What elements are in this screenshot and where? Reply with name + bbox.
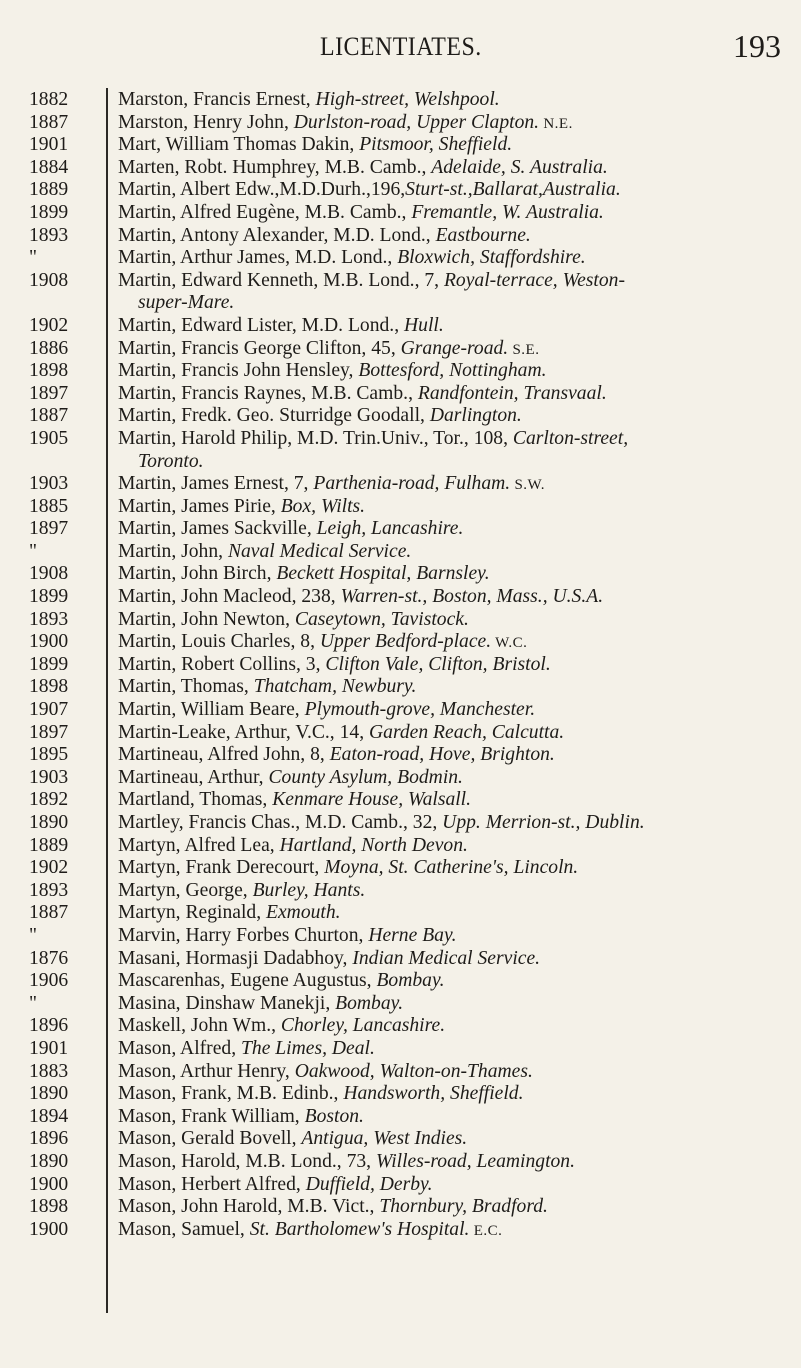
- entry-address: Oakwood, Walton-on-Thames.: [294, 1060, 533, 1082]
- list-item: [0, 1151, 801, 1174]
- entry-address: Naval Medical Service.: [227, 540, 412, 562]
- entry-year: 1887: [29, 405, 69, 427]
- entry-year: 1903: [29, 766, 69, 788]
- entry-name: Maskell, John Wm.,: [118, 1015, 281, 1037]
- entry-address: Bombay.: [335, 992, 404, 1014]
- entry-text: [118, 654, 551, 677]
- entry-text: [118, 722, 564, 745]
- entry-name: Martin, John Birch,: [118, 563, 277, 585]
- entry-address: Boston.: [304, 1105, 364, 1127]
- entry-address: County Asylum, Bodmin.: [268, 766, 463, 788]
- entry-year: 1876: [29, 947, 69, 969]
- entry-address: Parthenia-road, Fulham.: [313, 473, 511, 495]
- entry-district: W.C.: [491, 635, 528, 652]
- entry-address: Herne Bay.: [368, 924, 457, 946]
- entry-year: 1884: [29, 156, 69, 178]
- entry-name: Martin, Francis Raynes, M.B. Camb.,: [118, 382, 418, 404]
- entry-name: Martin, Albert Edw.,M.D.Durh.,196,: [118, 179, 406, 201]
- list-item: [0, 1083, 801, 1106]
- entry-year: 1894: [29, 1105, 69, 1127]
- entry-year: 1895: [29, 744, 69, 766]
- list-item: [0, 676, 801, 699]
- entry-name: Martland, Thomas,: [118, 789, 273, 811]
- entry-name: Mason, Samuel,: [118, 1218, 250, 1240]
- entry-name: Martineau, Alfred John, 8,: [118, 744, 330, 766]
- entry-address: Upp. Merrion-st., Dublin.: [442, 812, 645, 833]
- entry-text: [118, 1196, 548, 1219]
- list-item: [0, 179, 801, 202]
- licentiate-list: [0, 89, 801, 1241]
- list-item: [0, 541, 801, 564]
- list-item: [0, 1015, 801, 1038]
- entry-address: Randfontein, Transvaal.: [417, 382, 607, 404]
- entry-text: [118, 1038, 375, 1061]
- entry-year: 1896: [29, 1128, 69, 1150]
- entry-address: Carlton-street,: [512, 427, 629, 449]
- entry-name: Martin, Alfred Eugène, M.B. Camb.,: [118, 201, 412, 223]
- entry-year: 1900: [29, 1218, 69, 1240]
- entry-name: Martin, John Newton,: [118, 608, 295, 630]
- entry-address: Durlston-road, Upper Clapton.: [293, 111, 540, 133]
- list-item: [0, 699, 801, 722]
- entry-address: Bloxwich, Staffordshire.: [397, 247, 586, 269]
- list-item: [0, 1106, 801, 1129]
- entry-text: [118, 676, 416, 699]
- entry-text: [118, 134, 512, 157]
- entry-text: [118, 338, 539, 362]
- entry-year: 1890: [29, 812, 69, 833]
- entry-year: 1889: [29, 834, 69, 856]
- entry-year: 1890: [29, 1150, 69, 1172]
- entry-name: Mason, John Harold, M.B. Vict.,: [118, 1196, 380, 1218]
- entry-address: Clifton Vale, Clifton, Bristol.: [325, 653, 551, 675]
- list-item: [0, 383, 801, 406]
- entry-text: [118, 179, 621, 202]
- running-title: LICENTIATES.: [320, 32, 482, 61]
- entry-year: 1908: [29, 269, 69, 291]
- entry-name: Martin, Francis George Clifton, 45,: [118, 337, 401, 359]
- entry-name: Martin, Arthur James, M.D. Lond.,: [118, 247, 398, 269]
- entry-name: Martin, John,: [118, 540, 228, 562]
- entry-text: [118, 609, 469, 632]
- entry-name: Mart, William Thomas Dakin,: [118, 134, 360, 156]
- entry-name: Marten, Robt. Humphrey, M.B. Camb.,: [118, 156, 432, 178]
- entry-district: S.W.: [510, 477, 546, 494]
- entry-text: [118, 1128, 467, 1151]
- list-item: [0, 835, 801, 858]
- list-item: [0, 767, 801, 790]
- entry-year: 1907: [29, 699, 69, 721]
- entry-name: Mascarenhas, Eugene Augustus,: [118, 970, 377, 992]
- entry-name: Martin, Francis John Hensley,: [118, 360, 359, 382]
- entry-year: 1893: [29, 224, 69, 246]
- entry-address: Duffield, Derby.: [305, 1173, 433, 1195]
- entry-name: Martin, Edward Kenneth, M.B. Lond., 7,: [118, 269, 444, 291]
- page-number: 193: [733, 28, 781, 64]
- entry-year: 1896: [29, 1015, 69, 1037]
- list-item: [0, 857, 801, 880]
- list-item: [0, 202, 801, 225]
- entry-address: Pitsmoor, Sheffield.: [359, 134, 513, 156]
- entry-text: [118, 880, 365, 903]
- entry-name: Mason, Arthur Henry,: [118, 1060, 295, 1082]
- entry-year: 1901: [29, 134, 69, 156]
- list-item: [0, 1219, 801, 1242]
- entry-address: Thornbury, Bradford.: [379, 1196, 548, 1218]
- entry-year: 1903: [29, 473, 69, 495]
- entry-text: [118, 767, 463, 790]
- entry-district: E.C.: [469, 1222, 503, 1239]
- entry-year: 1899: [29, 653, 69, 675]
- entry-name: Mason, Alfred,: [118, 1037, 241, 1059]
- entry-address: Bombay.: [376, 970, 445, 992]
- list-item: [0, 518, 801, 541]
- list-item: [0, 563, 801, 586]
- entry-year: ": [29, 992, 37, 1014]
- entry-year: ": [29, 540, 37, 562]
- entry-year: ": [29, 924, 37, 946]
- list-item: [0, 812, 801, 835]
- entry-text: [118, 518, 463, 541]
- entry-name: Mason, Herbert Alfred,: [118, 1173, 306, 1195]
- entry-text: [118, 857, 578, 880]
- entry-address: Plymouth-grove, Manchester.: [304, 699, 536, 721]
- entry-year: 1887: [29, 111, 69, 133]
- entry-year: 1897: [29, 721, 69, 743]
- list-item: [0, 1196, 801, 1219]
- entry-text: [118, 473, 545, 497]
- entry-address: Darlington.: [429, 405, 522, 427]
- entry-name: Mason, Gerald Bovell,: [118, 1128, 302, 1150]
- entry-name: Martin, James Pirie,: [118, 495, 281, 517]
- entry-address: Moyna, St. Catherine's, Lincoln.: [324, 857, 579, 879]
- entry-name: Martin, Antony Alexander, M.D. Lond.,: [118, 224, 436, 246]
- entry-name: Marston, Francis Ernest,: [118, 89, 316, 110]
- entry-text: [118, 157, 608, 180]
- entry-text: [118, 1106, 364, 1129]
- list-item: [0, 1061, 801, 1084]
- entry-name: Martin, William Beare,: [118, 699, 305, 721]
- entry-text: [118, 902, 341, 925]
- entry-address: Hull.: [404, 314, 444, 336]
- entry-name: Marvin, Harry Forbes Churton,: [118, 924, 369, 946]
- list-item: [0, 925, 801, 948]
- entry-year: 1905: [29, 427, 69, 449]
- list-item: [0, 902, 801, 925]
- entry-text: [118, 225, 531, 248]
- entry-text: [118, 789, 471, 812]
- entry-text: [118, 112, 573, 136]
- entry-name: Mason, Frank William,: [118, 1105, 305, 1127]
- entry-address: Caseytown, Tavistock.: [294, 608, 469, 630]
- page-header: [0, 28, 801, 68]
- entry-name: Mason, Frank, M.B. Edinb.,: [118, 1083, 344, 1105]
- entry-year: 1897: [29, 382, 69, 404]
- entry-name: Martin, John Macleod, 238,: [118, 586, 341, 608]
- entry-name: Martyn, Reginald,: [118, 902, 267, 924]
- entry-district: S.E.: [508, 341, 540, 358]
- list-item: [0, 112, 801, 135]
- entry-year: 1883: [29, 1060, 69, 1082]
- entry-name: Martin, James Sackville,: [118, 518, 317, 540]
- list-item: [0, 654, 801, 677]
- entry-year: 1898: [29, 1196, 69, 1218]
- entry-address: Handsworth, Sheffield.: [343, 1083, 524, 1105]
- entry-text: [118, 948, 540, 971]
- list-item: [0, 1174, 801, 1197]
- entry-year: 1897: [29, 518, 69, 540]
- entry-text: [118, 1219, 502, 1243]
- entry-address: Sturt-st.,Ballarat,Australia.: [405, 179, 621, 201]
- list-item: [0, 948, 801, 971]
- entry-text: [118, 428, 628, 451]
- entry-year: 1898: [29, 676, 69, 698]
- list-item: [0, 405, 801, 428]
- entry-name: Mason, Harold, M.B. Lond., 73,: [118, 1150, 376, 1172]
- entry-address: Eaton-road, Hove, Brighton.: [329, 744, 555, 766]
- entry-name: Martin, James Ernest, 7,: [118, 473, 314, 495]
- entry-text: [118, 315, 444, 338]
- entry-text: [118, 1151, 575, 1174]
- entry-text: [118, 563, 490, 586]
- entry-text: [118, 247, 586, 270]
- entry-name: Martin, Harold Philip, M.D. Trin.Univ., Tor., 108,: [118, 427, 513, 449]
- entry-year: 1906: [29, 970, 69, 992]
- entry-name: Martyn, George,: [118, 879, 253, 901]
- entry-address: Chorley, Lancashire.: [280, 1015, 446, 1037]
- list-item: [0, 722, 801, 745]
- entry-year: 1886: [29, 337, 69, 359]
- entry-text: [118, 835, 468, 858]
- entry-address: Box, Wilts.: [280, 495, 366, 517]
- entry-text: [118, 1015, 445, 1038]
- entry-text: [118, 812, 645, 835]
- list-item: [0, 270, 801, 315]
- entry-address-continued: Toronto.: [138, 450, 204, 472]
- entry-address: Grange-road.: [400, 337, 509, 359]
- entry-year: 1887: [29, 902, 69, 924]
- entry-year: 1900: [29, 631, 69, 653]
- entry-address: Leigh, Lancashire.: [316, 518, 464, 540]
- entry-text: [118, 496, 365, 519]
- list-item: [0, 1038, 801, 1061]
- list-item: [0, 880, 801, 903]
- list-item: [0, 157, 801, 180]
- entry-year: 1908: [29, 563, 69, 585]
- entry-address: Royal-terrace, Weston-: [443, 269, 625, 291]
- entry-district: N.E.: [539, 115, 573, 132]
- entry-text: [118, 970, 445, 993]
- entry-address: Warren-st., Boston, Mass., U.S.A.: [340, 586, 604, 608]
- list-item: [0, 360, 801, 383]
- entry-text: [118, 360, 547, 383]
- entry-text: [118, 631, 527, 655]
- entry-year: 1893: [29, 608, 69, 630]
- entry-year: 1902: [29, 857, 69, 879]
- entry-address: Garden Reach, Calcutta.: [369, 721, 565, 743]
- entry-name: Masina, Dinshaw Manekji,: [118, 992, 336, 1014]
- entry-text: [118, 202, 604, 225]
- list-item: [0, 338, 801, 361]
- entry-text: [118, 89, 500, 112]
- entry-name: Martineau, Arthur,: [118, 766, 269, 788]
- list-item: [0, 247, 801, 270]
- list-item: [0, 631, 801, 654]
- list-item: [0, 225, 801, 248]
- entry-name: Martin, Thomas,: [118, 676, 254, 698]
- entry-text: [118, 993, 403, 1016]
- entry-text: [118, 541, 411, 564]
- entry-text: [118, 383, 607, 406]
- entry-text: [118, 699, 535, 722]
- entry-address: Antigua, West Indies.: [301, 1128, 468, 1150]
- entry-year: ": [29, 247, 37, 269]
- entry-year: 1890: [29, 1083, 69, 1105]
- entry-address: Adelaide, S. Australia.: [431, 156, 608, 178]
- entry-text: [118, 1174, 433, 1197]
- entry-address: Indian Medical Service.: [352, 947, 541, 969]
- list-item: [0, 473, 801, 496]
- list-item: [0, 789, 801, 812]
- entry-year: 1898: [29, 360, 69, 382]
- list-item: [0, 134, 801, 157]
- list-item: [0, 496, 801, 519]
- entry-address: Exmouth.: [266, 902, 341, 924]
- list-item: [0, 428, 801, 473]
- entry-address: High-street, Welshpool.: [315, 89, 500, 110]
- entry-address: Beckett Hospital, Barnsley.: [276, 563, 490, 585]
- entry-address: Upper Bedford-place.: [319, 631, 492, 653]
- entry-text: [118, 744, 555, 767]
- entry-year: 1901: [29, 1037, 69, 1059]
- entry-address: Bottesford, Nottingham.: [358, 360, 547, 382]
- entry-name: Martyn, Alfred Lea,: [118, 834, 280, 856]
- entry-name: Martin, Fredk. Geo. Sturridge Goodall,: [118, 405, 430, 427]
- entry-text: [118, 270, 625, 293]
- entry-address-continued: super-Mare.: [138, 292, 235, 314]
- entry-year: 1902: [29, 314, 69, 336]
- entry-address: Fremantle, W. Australia.: [411, 201, 604, 223]
- entry-address: Eastbourne.: [435, 224, 531, 246]
- entry-year: 1899: [29, 586, 69, 608]
- entry-name: Martin-Leake, Arthur, V.C., 14,: [118, 721, 369, 743]
- entry-year: 1889: [29, 179, 69, 201]
- entry-year: 1892: [29, 789, 69, 811]
- entry-address: Kenmare House, Walsall.: [272, 789, 472, 811]
- entry-address: Burley, Hants.: [252, 879, 366, 901]
- entry-year: 1885: [29, 495, 69, 517]
- entry-name: Martin, Louis Charles, 8,: [118, 631, 320, 653]
- entry-year: 1900: [29, 1173, 69, 1195]
- list-item: [0, 993, 801, 1016]
- entry-year: 1899: [29, 201, 69, 223]
- entry-name: Martin, Robert Collins, 3,: [118, 653, 326, 675]
- entry-text: [118, 1061, 533, 1084]
- entry-name: Martin, Edward Lister, M.D. Lond.,: [118, 314, 404, 336]
- entry-year: 1882: [29, 89, 69, 110]
- entry-name: Masani, Hormasji Dadabhoy,: [118, 947, 353, 969]
- list-item: [0, 315, 801, 338]
- entry-text: [118, 405, 522, 428]
- list-item: [0, 744, 801, 767]
- entry-text: [118, 586, 603, 609]
- entry-address: The Limes, Deal.: [241, 1037, 375, 1059]
- list-item: [0, 609, 801, 632]
- entry-address: St. Bartholomew's Hospital.: [249, 1218, 470, 1240]
- entry-name: Martley, Francis Chas., M.D. Camb., 32,: [118, 812, 443, 833]
- entry-name: Martyn, Frank Derecourt,: [118, 857, 325, 879]
- list-item: [0, 586, 801, 609]
- entry-address: Willes-road, Leamington.: [375, 1150, 576, 1172]
- list-item: [0, 1128, 801, 1151]
- entry-text: [118, 925, 456, 948]
- list-item: [0, 89, 801, 112]
- entry-address: Thatcham, Newbury.: [253, 676, 417, 698]
- entry-address: Hartland, North Devon.: [279, 834, 468, 856]
- entry-year: 1893: [29, 879, 69, 901]
- list-item: [0, 970, 801, 993]
- entry-name: Marston, Henry John,: [118, 111, 294, 133]
- entry-text: [118, 1083, 523, 1106]
